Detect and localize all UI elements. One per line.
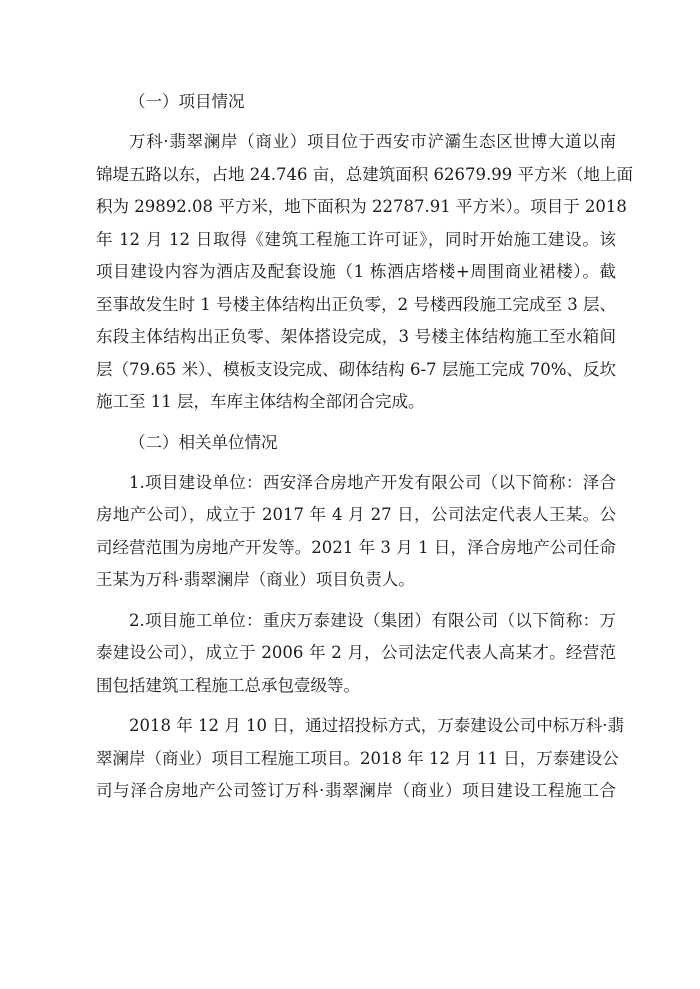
text-line: 司经营范围为房地产开发等。2021 年 3 月 1 日，泽合房地产公司任命 xyxy=(96,537,616,557)
text-line: 房地产公司），成立于 2017 年 4 月 27 日，公司法定代表人王某。公 xyxy=(96,505,616,524)
text-line: 项目建设内容为酒店及配套设施（1 栋酒店塔楼+周围商业裙楼）。截 xyxy=(96,262,616,281)
paragraph-construction-unit xyxy=(96,467,616,597)
text-line: 施工至 11 层，车库主体结构全部闭合完成。 xyxy=(96,392,425,411)
text-line: 年 12 月 12 日取得《建筑工程施工许可证》，同时开始施工建设。该 xyxy=(96,229,616,249)
text-line: 王某为万科·翡翠澜岸（商业）项目负责人。 xyxy=(96,570,415,589)
text-line: 翠澜岸（商业）项目工程施工项目。2018 年 12 月 11 日，万泰建设公 xyxy=(96,748,619,768)
text-line: 围包括建筑工程施工总承包壹级等。 xyxy=(96,675,360,695)
paragraph-bidding xyxy=(96,710,624,808)
document-body xyxy=(96,86,633,816)
text-line: 2.项目施工单位：重庆万泰建设（集团）有限公司（以下简称：万 xyxy=(129,610,616,630)
paragraph-contractor-unit xyxy=(96,605,616,703)
text-line: 万科·翡翠澜岸（商业）项目位于西安市浐灞生态区世博大道以南 xyxy=(129,132,616,151)
text-line: 积为 29892.08 平方米，地下面积为 22787.91 平方米）。项目于 2018 xyxy=(96,197,627,216)
paragraph-project-description xyxy=(96,126,633,419)
text-line: 至事故发生时 1 号楼主体结构出正负零，2 号楼西段施工完成至 3 层、 xyxy=(96,294,616,314)
text-line: 东段主体结构出正负零、架体搭设完成，3 号楼主体结构施工至水箱间 xyxy=(96,327,616,346)
text-line: 司与泽合房地产公司签订万科·翡翠澜岸（商业）项目建设工程施工合 xyxy=(96,781,616,800)
text-line: 锦堤五路以东，占地 24.746 亩，总建筑面积 62679.99 平方米（地上面 xyxy=(96,164,633,184)
text-line: 1.项目建设单位：西安泽合房地产开发有限公司（以下简称：泽合 xyxy=(129,472,616,492)
section-heading-project-overview: （一）项目情况 xyxy=(129,92,245,111)
section-heading-related-units: （二）相关单位情况 xyxy=(129,432,278,452)
text-line: 层（79.65 米）、模板支设完成、砌体结构 6-7 层施工完成 70%、反坎 xyxy=(96,359,616,379)
text-line: 泰建设公司），成立于 2006 年 2 月，公司法定代表人高某才。经营范 xyxy=(96,643,616,662)
text-line: 2018 年 12 月 10 日，通过招投标方式，万泰建设公司中标万科·翡 xyxy=(129,716,624,735)
